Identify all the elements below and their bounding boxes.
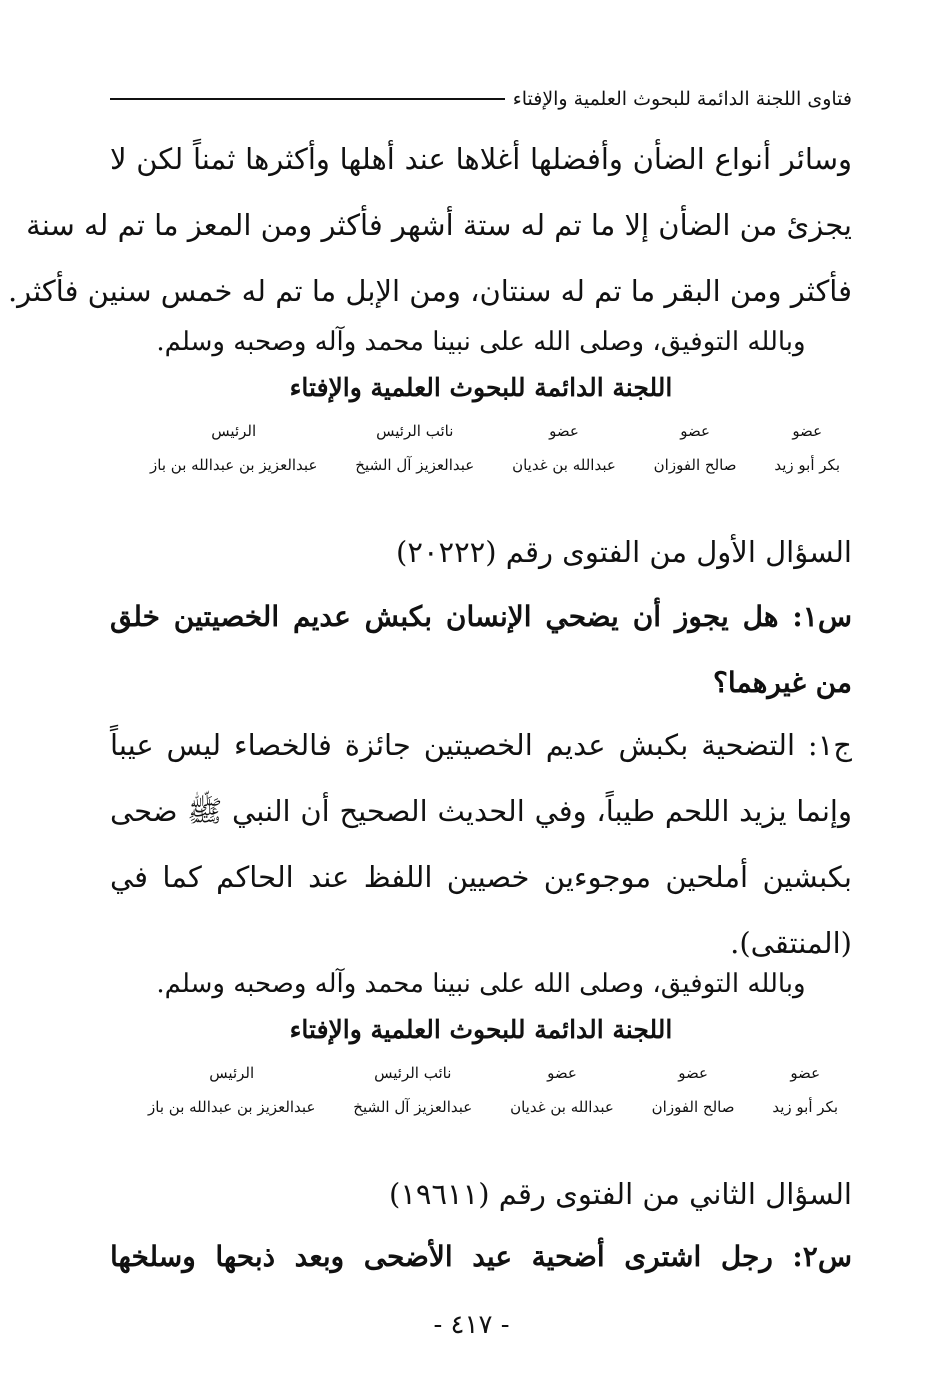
signature-role: الرئيس: [211, 422, 257, 440]
signature-entry: [772, 1062, 838, 1118]
running-header: [110, 84, 852, 114]
signature-entry: [353, 1062, 472, 1118]
signatures-1: [150, 420, 840, 476]
signature-entry: [774, 420, 840, 476]
signature-name: عبدالله بن غديان: [512, 456, 616, 474]
signature-entry: [150, 420, 317, 476]
signature-entry: [512, 420, 616, 476]
signature-role: نائب الرئيس: [376, 422, 454, 440]
signature-entry: [652, 1062, 735, 1118]
signature-name: عبدالعزيز بن عبدالله بن باز: [148, 1098, 316, 1116]
signature-role: عضو: [547, 1064, 577, 1082]
paragraph-line: يجزئ من الضأن إلا ما تم له ستة أشهر فأكثر ومن المعز ما تم له سنة: [26, 208, 852, 242]
signature-role: عضو: [790, 1064, 821, 1082]
signature-role: عضو: [549, 422, 579, 440]
page-number: - ٤١٧ -: [433, 1310, 510, 1340]
question-line: س١: هل يجوز أن يضحي الإنسان بكبش عديم الخصيتين خلق: [110, 600, 852, 633]
answer-line: ج١: التضحية بكبش عديم الخصيتين جائزة فالخصاء ليس عيباً: [110, 728, 852, 762]
signature-name: عبدالله بن غديان: [510, 1098, 614, 1116]
signature-entry: [510, 1062, 614, 1118]
fatwa-2-heading: السؤال الثاني من الفتوى رقم (١٩٦١١): [389, 1177, 852, 1211]
signature-role: عضو: [792, 422, 823, 440]
question-1: [110, 584, 852, 716]
signature-role: عضو: [678, 1064, 708, 1082]
paragraph-line: فأكثر ومن البقر ما تم له سنتان، ومن الإبل ما تم له خمس سنين فأكثر.: [7, 274, 852, 308]
intro-paragraph: [7, 126, 852, 324]
running-header-title: فتاوى اللجنة الدائمة للبحوث العلمية والإفتاء: [512, 88, 852, 110]
paragraph-line: وسائر أنواع الضأن وأفضلها أغلاها عند أهلها وأكثرها ثمناً لكن لا: [110, 142, 852, 176]
signature-name: صالح الفوزان: [653, 456, 737, 474]
question-2: [110, 1224, 852, 1290]
signature-entry: [355, 420, 474, 476]
question-line: من غيرهما؟: [713, 666, 852, 699]
header-rule: [110, 98, 505, 100]
committee-name-1: اللجنة الدائمة للبحوث العلمية والإفتاء: [289, 373, 673, 402]
signature-role: نائب الرئيس: [374, 1064, 452, 1082]
signature-role: الرئيس: [209, 1064, 255, 1082]
answer-line: وإنما يزيد اللحم طيباً، وفي الحديث الصحيح أن النبي ﷺ ضحى: [110, 794, 852, 828]
answer-line: (المنتقى).: [730, 926, 852, 960]
question-line: س٢: رجل اشترى أضحية عيد الأضحى وبعد ذبحها وسلخها: [110, 1240, 852, 1273]
signature-name: عبدالعزيز آل الشيخ: [355, 456, 475, 474]
closing-formula-2: وبالله التوفيق، وصلى الله على نبينا محمد وآله وصحبه وسلم.: [156, 969, 806, 999]
signature-name: عبدالعزيز بن عبدالله بن باز: [150, 456, 318, 474]
signatures-2: [148, 1062, 838, 1118]
signature-entry: [654, 420, 737, 476]
fatwa-1-heading: السؤال الأول من الفتوى رقم (٢٠٢٢٢): [396, 535, 852, 569]
signature-name: بكر أبو زيد: [772, 1098, 838, 1116]
signature-entry: [148, 1062, 315, 1118]
committee-name-2: اللجنة الدائمة للبحوث العلمية والإفتاء: [289, 1015, 673, 1044]
closing-formula-1: وبالله التوفيق، وصلى الله على نبينا محمد وآله وصحبه وسلم.: [156, 327, 806, 357]
signature-name: صالح الفوزان: [651, 1098, 735, 1116]
signature-name: عبدالعزيز آل الشيخ: [353, 1098, 473, 1116]
signature-role: عضو: [680, 422, 710, 440]
answer-1: [110, 712, 852, 976]
signature-name: بكر أبو زيد: [774, 456, 840, 474]
answer-line: بكبشين أملحين موجوءين خصيين اللفظ عند الحاكم كما في: [110, 860, 852, 894]
